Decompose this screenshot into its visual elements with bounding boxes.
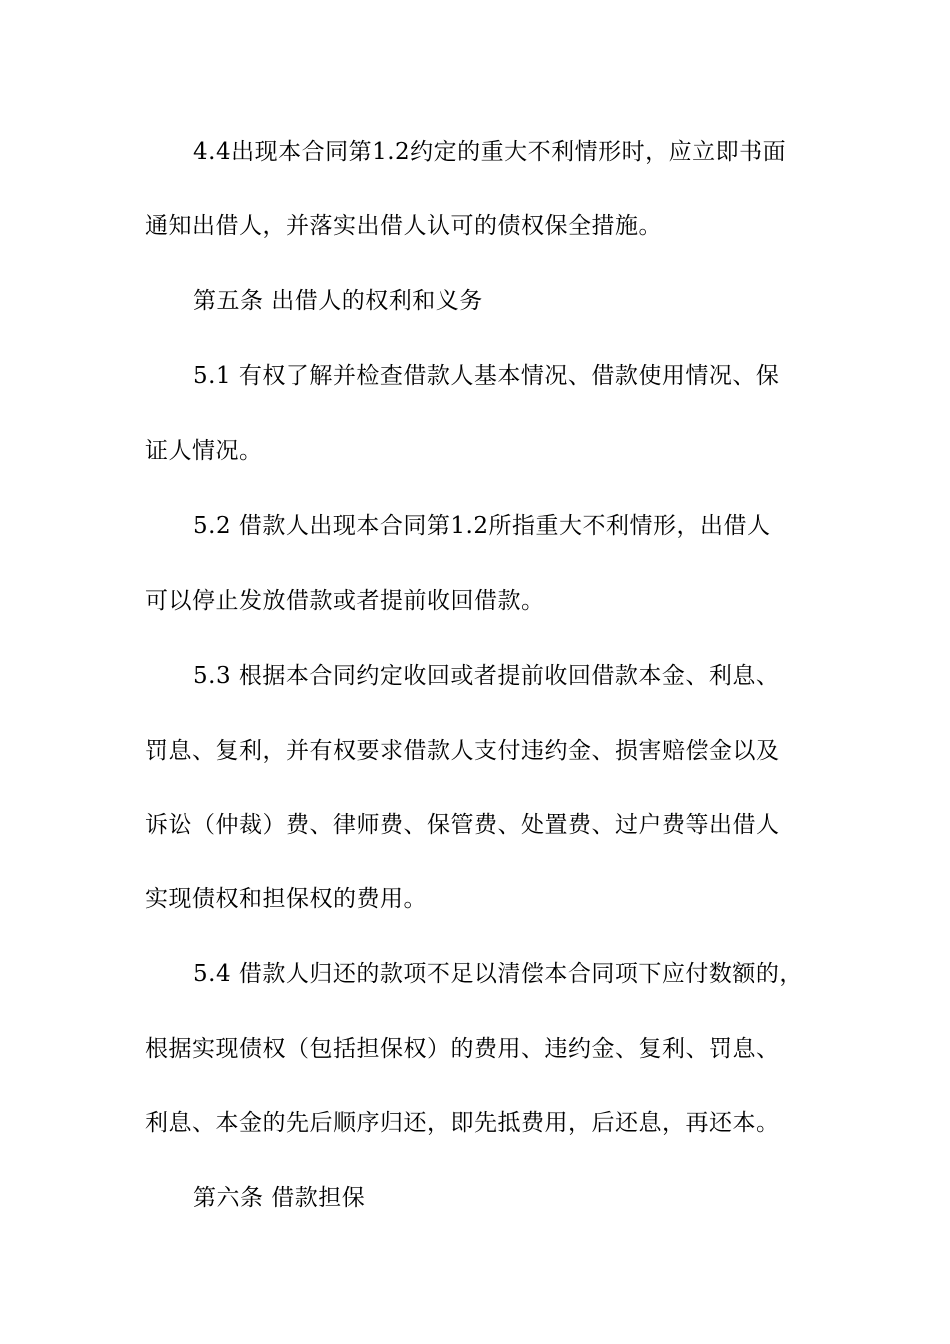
paragraph-4-4-line-1: 4.4出现本合同第1.2约定的重大不利情形时，应立即书面 bbox=[193, 139, 787, 165]
paragraph-5-1-line-1: 5.1 有权了解并检查借款人基本情况、借款使用情况、保 bbox=[193, 363, 780, 389]
paragraph-5-3-line-2: 罚息、复利，并有权要求借款人支付违约金、损害赔偿金以及 bbox=[145, 738, 780, 764]
paragraph-5-2-line-1: 5.2 借款人出现本合同第1.2所指重大不利情形，出借人 bbox=[193, 513, 771, 539]
article-5-heading: 第五条 出借人的权利和义务 bbox=[193, 288, 483, 314]
paragraph-4-4-line-2: 通知出借人，并落实出借人认可的债权保全措施。 bbox=[145, 213, 662, 239]
article-6-heading: 第六条 借款担保 bbox=[193, 1185, 366, 1211]
paragraph-5-3-line-1: 5.3 根据本合同约定收回或者提前收回借款本金、利息、 bbox=[193, 663, 780, 689]
paragraph-5-2-line-2: 可以停止发放借款或者提前收回借款。 bbox=[145, 588, 545, 614]
paragraph-5-4-line-2: 根据实现债权（包括担保权）的费用、违约金、复利、罚息、 bbox=[145, 1036, 780, 1062]
paragraph-5-3-line-4: 实现债权和担保权的费用。 bbox=[145, 886, 427, 912]
paragraph-5-4-line-3: 利息、本金的先后顺序归还，即先抵费用，后还息，再还本。 bbox=[145, 1110, 780, 1136]
paragraph-5-1-line-2: 证人情况。 bbox=[145, 438, 263, 464]
paragraph-5-4-line-1: 5.4 借款人归还的款项不足以清偿本合同项下应付数额的， bbox=[193, 961, 803, 987]
paragraph-5-3-line-3: 诉讼（仲裁）费、律师费、保管费、处置费、过户费等出借人 bbox=[145, 812, 780, 838]
